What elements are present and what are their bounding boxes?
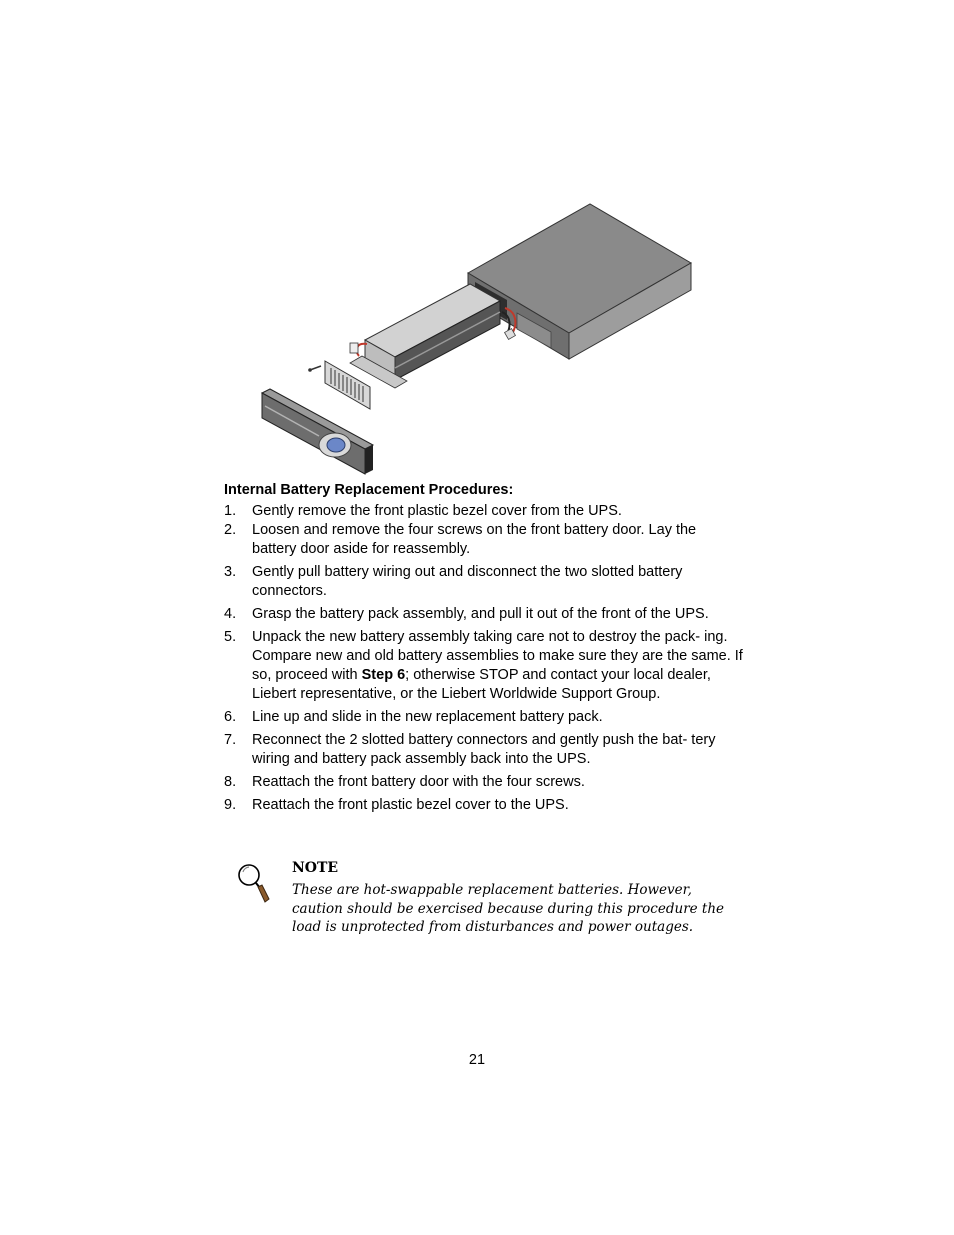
bezel-logo — [327, 438, 345, 452]
step-item — [224, 605, 744, 624]
step-text: Reattach the front plastic bezel cover to the UPS. — [252, 797, 569, 813]
step-item — [224, 731, 744, 769]
step-item — [224, 796, 744, 815]
step-text: Grasp the battery pack assembly, and pull it out of the front of the UPS. — [252, 606, 709, 622]
step-number: 1. — [224, 503, 237, 519]
ups-exploded-view-illustration — [255, 200, 695, 480]
magnifier-icon — [236, 862, 270, 904]
step-text: Loosen and remove the four screws on the front battery door. Lay the battery door aside for reassembly. — [252, 522, 697, 557]
step-number: 7. — [224, 732, 237, 748]
page-number: 21 — [468, 1052, 486, 1068]
step-item — [224, 502, 744, 521]
step-reference: Step 6 — [361, 667, 406, 683]
bezel-end — [365, 445, 373, 474]
step-item — [224, 563, 744, 601]
step-number: 8. — [224, 774, 237, 790]
section-heading: Internal Battery Replacement Procedures: — [224, 482, 514, 498]
step-text: Reattach the front battery door with the four screws. — [252, 774, 585, 790]
step-number: 3. — [224, 564, 237, 580]
step-item — [224, 708, 744, 727]
step-number: 6. — [224, 709, 237, 725]
step-number: 9. — [224, 797, 237, 813]
step-item — [224, 521, 744, 559]
step-text: Line up and slide in the new replacement battery pack. — [252, 709, 603, 725]
step-text-after: ; otherwise STOP and contact your local dealer, Liebert representative, or the Liebert Worldwide Support Group. — [252, 667, 711, 702]
battery-connector — [350, 343, 358, 353]
step-text: Reconnect the 2 slotted battery connectors and gently push the bat- tery wiring and battery pack assembly back into the UPS. — [252, 732, 716, 767]
step-text: Gently pull battery wiring out and disconnect the two slotted battery connectors. — [252, 564, 683, 599]
step-item — [224, 773, 744, 792]
procedure-steps — [224, 502, 744, 819]
step-number: 4. — [224, 606, 237, 622]
step-number: 5. — [224, 629, 237, 645]
note-text: These are hot-swappable replacement batteries. However, caution should be exercised because during this procedure the load is unprotected from disturbances and power outages. — [292, 882, 725, 935]
step-text: Gently remove the front plastic bezel cover from the UPS. — [252, 503, 622, 519]
step-text-before: Unpack the new battery assembly taking care not to destroy the pack- ing. Compare new and old battery assemblies to make sure they are the same. If so, proceed with — [252, 629, 743, 683]
screw-head — [308, 368, 312, 372]
step-number: 2. — [224, 522, 237, 538]
note-title: NOTE — [292, 860, 339, 876]
step-item — [224, 628, 744, 704]
